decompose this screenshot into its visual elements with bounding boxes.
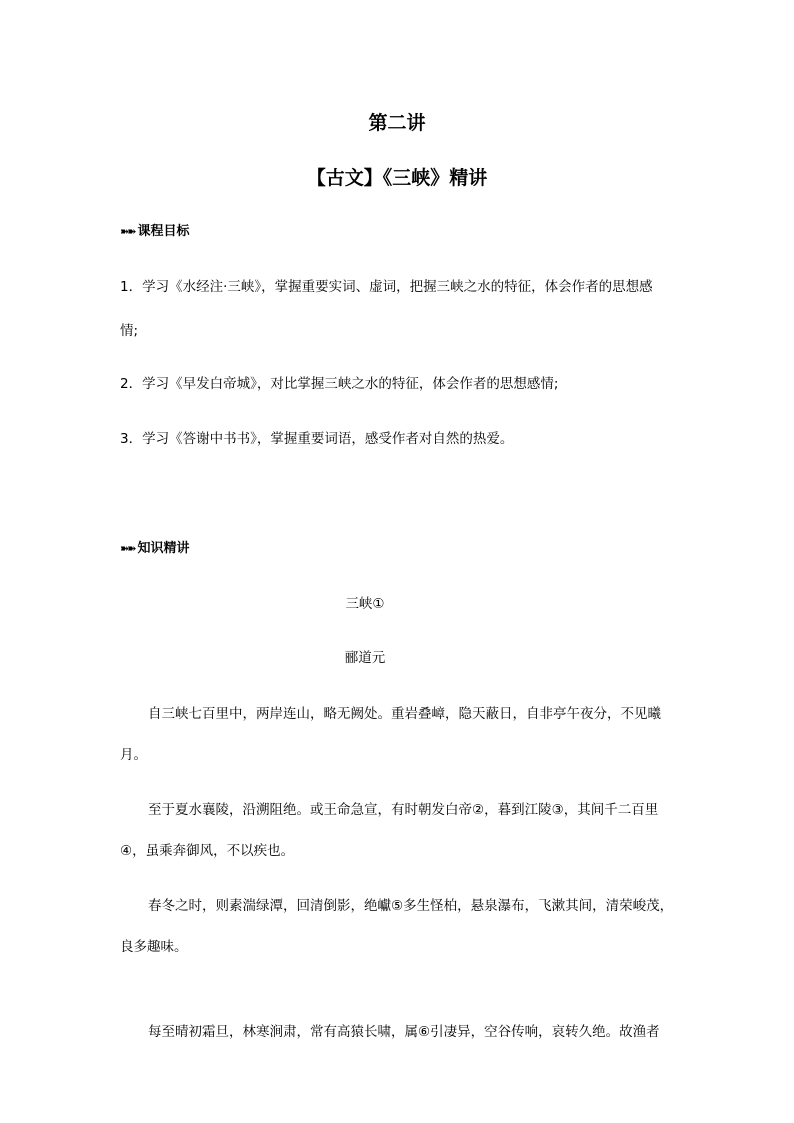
goals-heading [120, 220, 189, 239]
paragraph-3-line-2: 良多趣味。 [120, 939, 188, 955]
arrow-marker-icon: ➽➽ [120, 542, 135, 555]
paragraph-1-line-1: 自三峡七百里中，两岸连山，略无阙处。重岩叠嶂，隐天蔽日，自非亭午夜分，不见曦 [148, 706, 661, 722]
paragraph-1-line-2: 月。 [120, 747, 147, 763]
text-author: 郦道元 [344, 650, 386, 666]
text-title: 三峡① [345, 596, 385, 612]
goal-1-line-1: 1．学习《水经注·三峡》，掌握重要实词、虚词，把握三峡之水的特征，体会作者的思想感 [120, 279, 653, 295]
lesson-title: 【古文】《三峡》精讲 [306, 167, 488, 189]
goal-2: 2．学习《早发白帝城》，对比掌握三峡之水的特征，体会作者的思想感情; [120, 376, 559, 392]
paragraph-4-line-1: 每至晴初霜旦，林寒涧肃，常有高猿长啸，属⑥引凄异，空谷传响，哀转久绝。故渔者 [148, 1024, 660, 1040]
goals-heading-text: 课程目标 [137, 224, 190, 239]
paragraph-2-line-2: ④，虽乘奔御风，不以疾也。 [120, 843, 295, 859]
goal-1-line-2: 情; [120, 323, 139, 339]
knowledge-heading-text: 知识精讲 [137, 541, 190, 556]
lecture-title: 第二讲 [368, 112, 426, 134]
goal-3: 3．学习《答谢中书书》，掌握重要词语，感受作者对自然的热爱。 [120, 431, 514, 447]
knowledge-heading [120, 537, 189, 556]
paragraph-2-line-1: 至于夏水襄陵，沿溯阻绝。或王命急宣，有时朝发白帝②，暮到江陵③，其间千二百里 [148, 802, 659, 818]
arrow-marker-icon: ➽➽ [120, 225, 135, 238]
paragraph-3-line-1: 春冬之时，则素湍绿潭，回清倒影，绝巘⑤多生怪柏，悬泉瀑布，飞漱其间，清荣峻茂， [148, 898, 674, 914]
